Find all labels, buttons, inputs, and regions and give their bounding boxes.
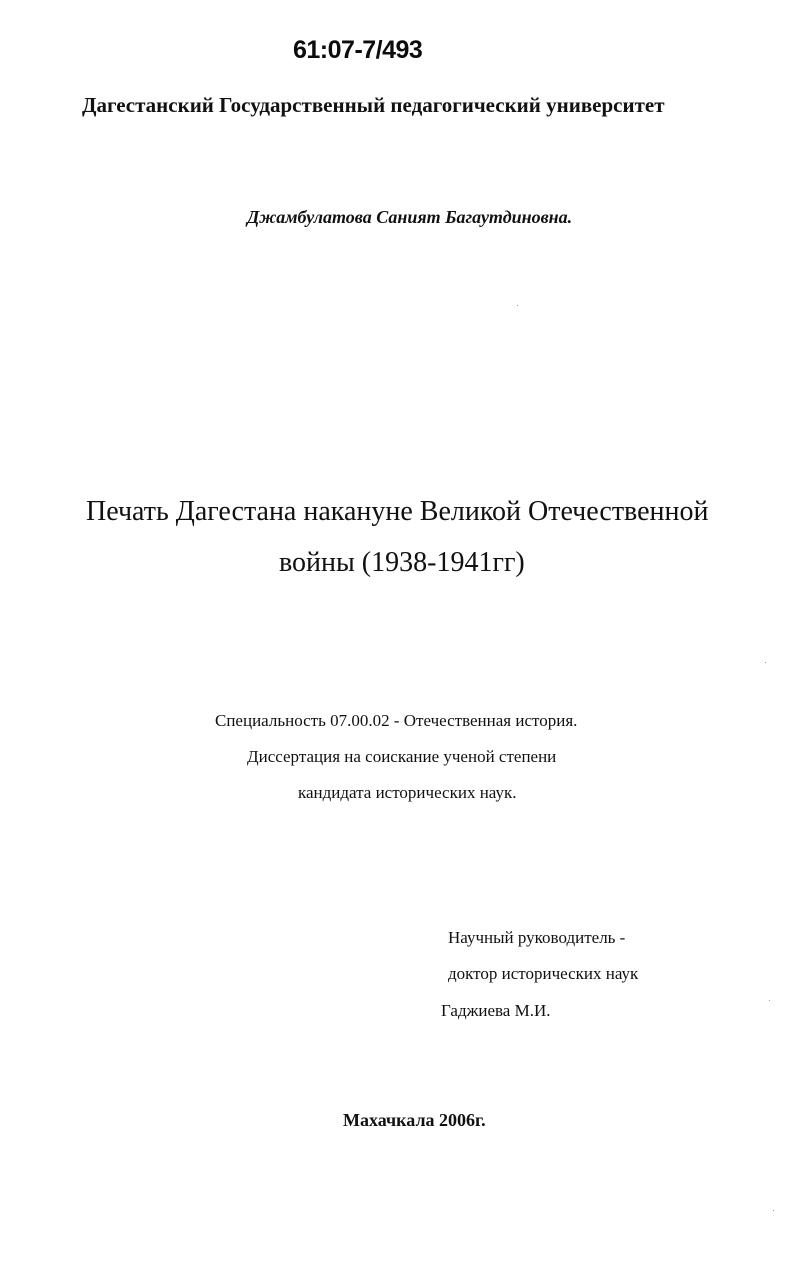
degree-field-line: кандидата исторических наук. (298, 783, 517, 802)
dissertation-title-line-1: Печать Дагестана накануне Великой Отечественной (86, 496, 709, 527)
city-year: Махачкала 2006г. (343, 1110, 486, 1130)
specialty-line: Специальность 07.00.02 - Отечественная история. (215, 711, 578, 730)
dissertation-title-line-2: войны (1938-1941гг) (279, 547, 525, 578)
author-name: Джамбулатова Саният Багаутдиновна. (247, 207, 573, 227)
degree-line: Диссертация на соискание ученой степени (247, 747, 557, 766)
scan-speck (773, 1210, 774, 1211)
supervisor-degree: доктор исторических наук (448, 964, 639, 983)
scan-speck (769, 1000, 770, 1001)
supervisor-role: Научный руководитель - (448, 928, 626, 947)
supervisor-name: Гаджиева М.И. (441, 1001, 551, 1020)
scan-speck (517, 305, 518, 306)
university-name: Дагестанский Государственный педагогический университет (82, 93, 665, 117)
scan-speck (765, 662, 766, 663)
catalog-number: 61:07-7/493 (293, 36, 423, 64)
